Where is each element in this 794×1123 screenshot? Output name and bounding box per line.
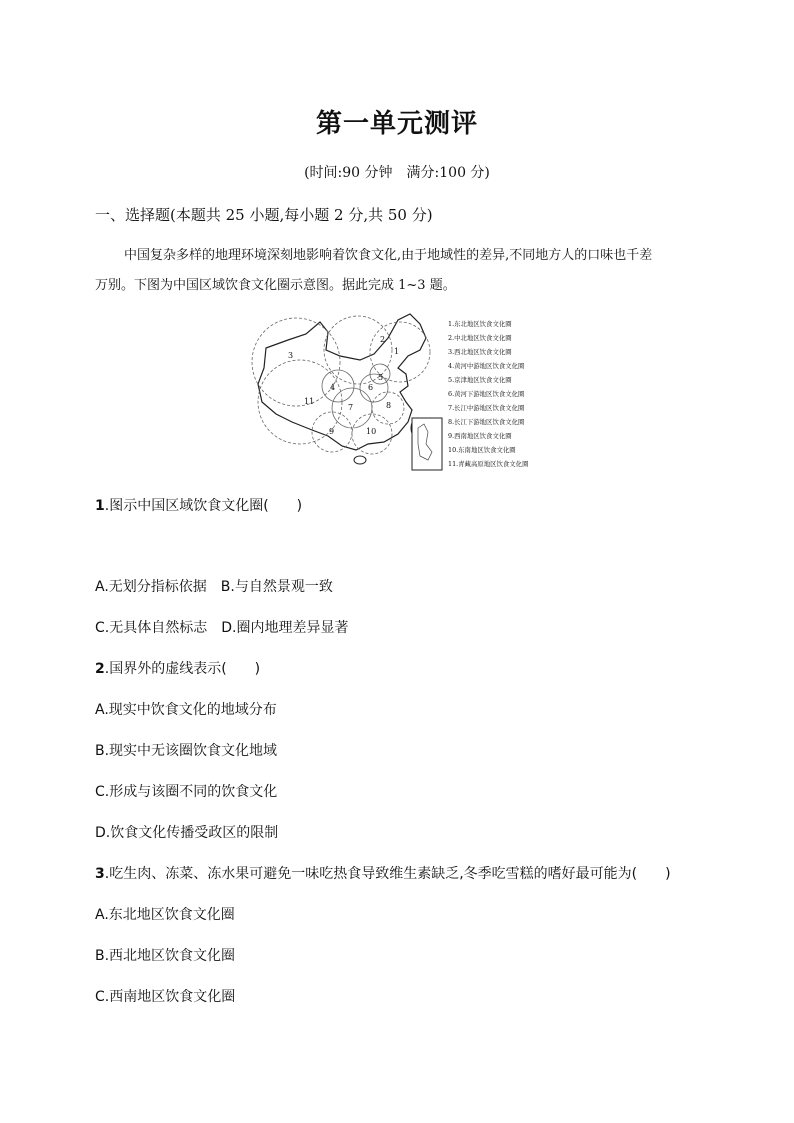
legend-item: 8.长江下游地区饮食文化圈: [448, 418, 525, 426]
south-china-sea-inset: [412, 418, 442, 470]
region-number: 8: [386, 401, 392, 410]
region-number: 10: [366, 427, 377, 436]
legend-item: 11.青藏高原地区饮食文化圈: [448, 460, 529, 468]
legend-item: 9.西南地区饮食文化圈: [448, 432, 512, 440]
page-title: 第一单元测评: [315, 109, 478, 139]
question-3-option: B.西北地区饮食文化圈: [95, 948, 236, 964]
question-2-option: D.饮食文化传播受政区的限制: [95, 825, 279, 841]
region-number: 3: [288, 351, 294, 360]
food-culture-circle-map: [248, 310, 548, 474]
question-1-option-line: A.无划分指标依据 B.与自然景观一致: [95, 579, 333, 595]
intro-line-1: 中国复杂多样的地理环境深刻地影响着饮食文化,由于地域性的差异,不同地方人的口味也千差: [124, 248, 653, 263]
question-number: 3: [95, 866, 105, 882]
region-number: 11: [304, 397, 315, 406]
region-number: 4: [330, 383, 336, 392]
question-2-option: A.现实中饮食文化的地域分布: [95, 702, 277, 718]
question-3-option: A.东北地区饮食文化圈: [95, 907, 235, 923]
legend-item: 6.黄河下游地区饮食文化圈: [448, 390, 525, 398]
legend-item: 4.黄河中游地区饮食文化圈: [448, 362, 525, 370]
question-stem: .吃生肉、冻菜、冻水果可避免一味吃热食导致维生素缺乏,冬季吃雪糕的嗜好最可能为( ): [104, 866, 671, 882]
question-stem: .图示中国区域饮食文化圈( ): [104, 498, 303, 514]
region-number: 7: [348, 403, 354, 412]
question-number: 2: [95, 661, 105, 677]
question-number: 1: [95, 498, 105, 514]
page-subtitle: (时间:90 分钟 满分:100 分): [304, 165, 490, 181]
region-number: 2: [380, 335, 386, 344]
section-heading: 一、选择题(本题共 25 小题,每小题 2 分,共 50 分): [95, 206, 433, 224]
question-2-option: C.形成与该圈不同的饮食文化: [95, 784, 278, 800]
intro-line-2: 万别。下图为中国区域饮食文化圈示意图。据此完成 1~3 题。: [95, 278, 456, 293]
question-1: [95, 495, 302, 515]
region-number: 5: [378, 373, 384, 382]
question-3-option: C.西南地区饮食文化圈: [95, 989, 236, 1005]
region-number: 9: [329, 427, 335, 436]
circle-6: [360, 374, 388, 402]
question-2: [95, 658, 260, 678]
legend-item: 5.京津地区饮食文化圈: [448, 376, 512, 384]
region-number: 6: [368, 383, 374, 392]
question-stem: .国界外的虚线表示( ): [104, 661, 261, 677]
legend-item: 3.西北地区饮食文化圈: [448, 348, 512, 356]
legend-item: 7.长江中游地区饮食文化圈: [448, 404, 525, 412]
question-3: [95, 863, 671, 883]
legend-item: 2.中北地区饮食文化圈: [448, 334, 512, 342]
question-2-option: B.现实中无该圈饮食文化地域: [95, 743, 278, 759]
circle-4: [322, 370, 354, 402]
region-number: 1: [394, 347, 400, 356]
question-1-option-line: C.无具体自然标志 D.圈内地理差异显著: [95, 620, 349, 636]
legend-item: 10.东南地区饮食文化圈: [448, 446, 516, 454]
legend-item: 1.东北地区饮食文化圈: [448, 320, 512, 328]
